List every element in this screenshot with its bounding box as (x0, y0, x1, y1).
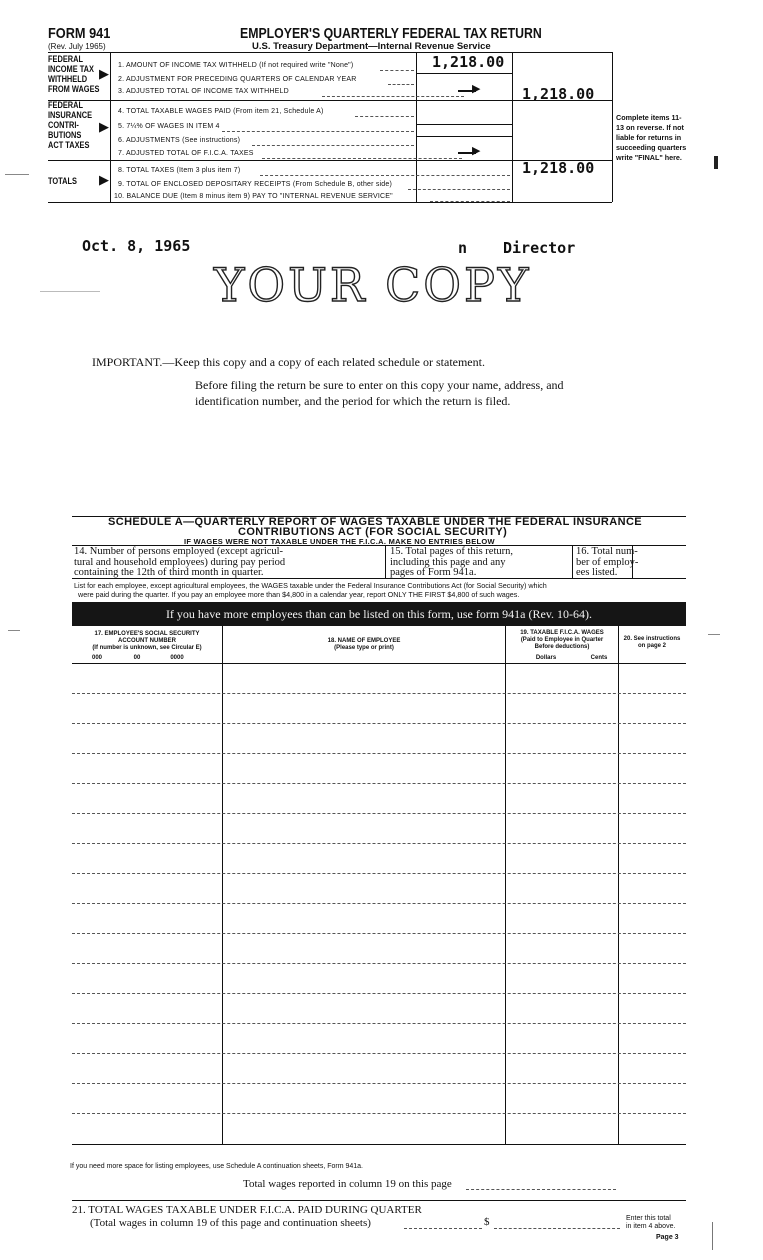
important-line-3: identification number, and the period for which the return is filed. (195, 394, 511, 408)
col-20-header: 20. See instructions on page 2 (623, 636, 681, 649)
schedule-a-title-1: SCHEDULE A—QUARTERLY REPORT OF WAGES TAXABLE UNDER THE FEDERAL INSURANCE (108, 516, 643, 528)
col-19-header: 19. TAXABLE F.I.C.A. WAGES (Paid to Employee in Quarter Before deductions) (520, 630, 604, 650)
form-number: FORM 941 (48, 25, 111, 42)
item-1-value: 1,218.00 (432, 53, 505, 71)
item-21-line-1: 21. TOTAL WAGES TAXABLE UNDER F.I.C.A. PAID DURING QUARTER (72, 1204, 422, 1216)
space-note: If you need more space for listing employees, use Schedule A continuation sheets, Form 941a. (70, 1163, 364, 1170)
your-copy-stamp: YOUR COPY (214, 258, 532, 312)
item-21-line-2: (Total wages in column 19 of this page and continuation sheets) (90, 1217, 371, 1229)
pointer-icon: ▶ (99, 67, 109, 82)
side-note: Complete items 11-13 on reverse. If not liable for returns in succeeding quarters write "FINAL" here. (616, 113, 687, 162)
arrow-right-icon: ▶ (472, 144, 481, 157)
ssn-part-1: 000 (91, 655, 102, 661)
schedule-a-note: IF WAGES WERE NOT TAXABLE UNDER THE F.I.C.A. MAKE NO ENTRIES BELOW (184, 537, 495, 546)
enter-note-2: in item 4 above. (626, 1223, 676, 1230)
ssn-part-3: 0000 (170, 655, 184, 661)
section-fica: FEDERAL INSURANCE CONTRI- BUTIONS ACT TAXES (48, 100, 93, 151)
table-row-line (72, 1023, 686, 1024)
table-row-line (72, 933, 686, 934)
item-3-label: 3. ADJUSTED TOTAL OF INCOME TAX WITHHELD (118, 88, 289, 95)
form-revision: (Rev. July 1965) (48, 42, 106, 51)
table-row-line (72, 903, 686, 904)
more-employees-banner: If you have more employees than can be listed on this form, use form 941a (Rev. 10-64). (72, 602, 686, 626)
section-federal-income-tax: FEDERAL INCOME TAX WITHHELD FROM WAGES (48, 54, 100, 95)
list-note-2: were paid during the quarter. If you pay an employee more than $4,800 in a calendar year, report ONLY THE FIRST $4,800 of such wages. (78, 590, 520, 599)
box-14: 14. Number of persons employed (except agricul- tural and household employees) during pay period containing the 12th of third month in quarter. (74, 546, 286, 578)
section-totals: TOTALS (48, 176, 77, 187)
item-8-value: 1,218.00 (522, 159, 595, 177)
item-6-label: 6. ADJUSTMENTS (See instructions) (118, 137, 241, 144)
item-5-label: 5. 7¼% OF WAGES IN ITEM 4 (118, 123, 220, 130)
col-19-cents: Cents (590, 655, 608, 661)
typed-director: Director (503, 239, 576, 257)
item-8-label: 8. TOTAL TAXES (Item 3 plus item 7) (118, 167, 241, 174)
pointer-icon: ▶ (99, 120, 109, 135)
item-9-label: 9. TOTAL OF ENCLOSED DEPOSITARY RECEIPTS (From Schedule B, other side) (118, 181, 392, 188)
table-row-line (72, 813, 686, 814)
form-title: EMPLOYER'S QUARTERLY FEDERAL TAX RETURN (240, 25, 542, 42)
item-4-label: 4. TOTAL TAXABLE WAGES PAID (From item 21, Schedule A) (118, 108, 324, 115)
pointer-icon: ▶ (99, 173, 109, 188)
item-10-label: 10. BALANCE DUE (Item 8 minus item 9) PAY TO "INTERNAL REVENUE SERVICE" (114, 193, 393, 200)
col-18-header: 18. NAME OF EMPLOYEE (Please type or print) (327, 638, 401, 651)
typed-n: n (458, 239, 468, 257)
box-15: 15. Total pages of this return, including this page and any pages of Form 941a. (390, 546, 514, 578)
list-note-1: List for each employee, except agricultural employees, the WAGES taxable under the Federal Insurance Contributions Act (for Social Security) which (74, 581, 547, 590)
table-row-line (72, 873, 686, 874)
enter-note-1: Enter this total (626, 1215, 671, 1222)
item-2-label: 2. ADJUSTMENT FOR PRECEDING QUARTERS OF CALENDAR YEAR (118, 76, 357, 83)
table-row-line (72, 1083, 686, 1084)
item-3-value: 1,218.00 (522, 85, 595, 103)
item-1-label: 1. AMOUNT OF INCOME TAX WITHHELD (If not required write "None") (118, 62, 354, 69)
table-row-line (72, 1053, 686, 1054)
typed-date: Oct. 8, 1965 (82, 237, 191, 255)
table-row-line (72, 843, 686, 844)
dollar-sign: $ (484, 1216, 490, 1228)
table-row-line (72, 723, 686, 724)
total-col19-label: Total wages reported in column 19 on this page (243, 1178, 452, 1190)
table-row-line (72, 993, 686, 994)
table-row-line (72, 783, 686, 784)
margin-mark (714, 156, 718, 169)
table-row-line (72, 963, 686, 964)
item-7-label: 7. ADJUSTED TOTAL OF F.I.C.A. TAXES (118, 150, 254, 157)
important-line-1: IMPORTANT.—Keep this copy and a copy of each related schedule or statement. (92, 355, 485, 369)
arrow-right-icon: ▶ (472, 82, 481, 95)
table-row-line (72, 753, 686, 754)
col-19-dollars: Dollars (535, 655, 557, 661)
box-16: 16. Total num- ber of employ- ees listed. (576, 546, 639, 578)
important-line-2: Before filing the return be sure to enter on this copy your name, address, and (195, 378, 564, 392)
table-row-line (72, 1113, 686, 1114)
page-number: Page 3 (656, 1234, 679, 1241)
table-row-line (72, 693, 686, 694)
form-subtitle: U.S. Treasury Department—Internal Revenue Service (252, 41, 491, 52)
schedule-a-title-2: CONTRIBUTIONS ACT (FOR SOCIAL SECURITY) (238, 526, 508, 538)
ssn-part-2: 00 (133, 655, 141, 661)
col-17-header: 17. EMPLOYEE'S SOCIAL SECURITY ACCOUNT NUMBER (If number is unknown, see Circular E) (92, 631, 202, 651)
